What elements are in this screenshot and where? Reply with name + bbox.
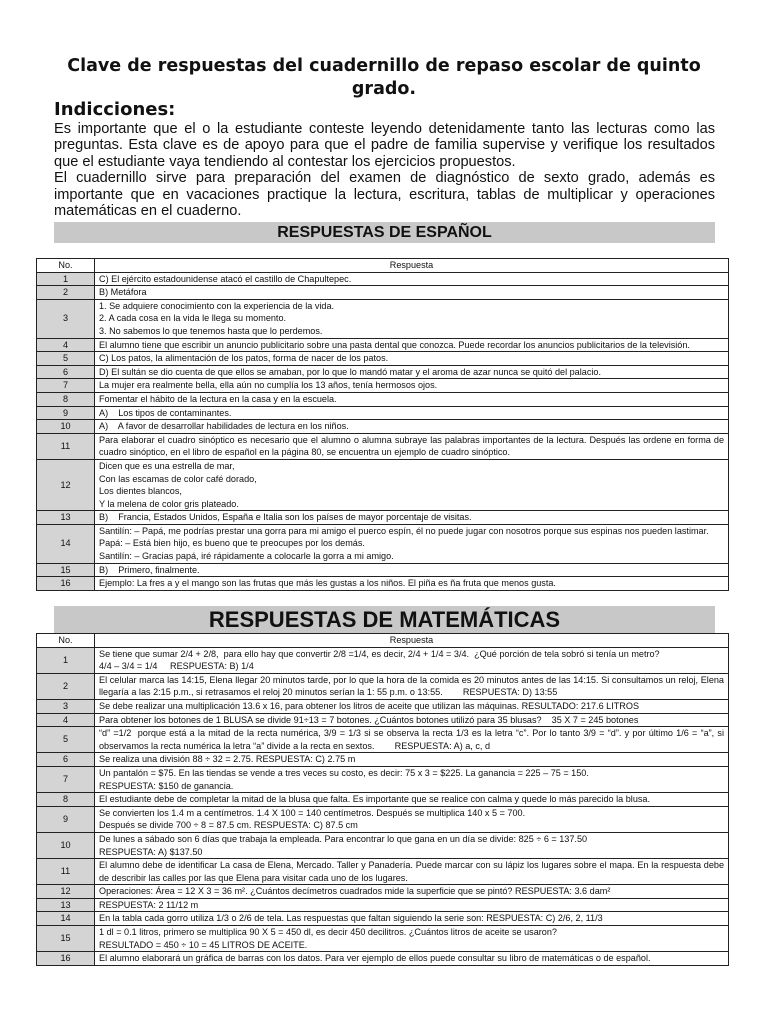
answer-line: RESPUESTA: $150 de ganancia. xyxy=(99,780,234,791)
table-row xyxy=(37,511,729,525)
row-answer xyxy=(95,832,729,858)
row-number: 11 xyxy=(37,859,95,885)
answer-line: Se convierten los 1.4 m a centímetros. 1.4 X 100 = 140 centímetros. Después se multiplica 140 x 5 = 700. xyxy=(99,807,526,818)
answer-line: Se realiza una división 88 ÷ 32 = 2.75. RESPUESTA: C) 2.75 m xyxy=(99,754,356,765)
answer-line: Después se divide 700 ÷ 8 = 87.5 cm. RESPUESTA: C) 87.5 cm xyxy=(99,820,358,831)
row-answer xyxy=(95,577,729,591)
instructions-heading: Indicciones: xyxy=(54,99,176,120)
row-number: 5 xyxy=(37,727,95,753)
row-answer xyxy=(95,379,729,393)
row-number: 8 xyxy=(37,793,95,807)
table-row xyxy=(37,286,729,300)
table-row xyxy=(37,338,729,352)
row-answer xyxy=(95,859,729,885)
row-number: 1 xyxy=(37,647,95,673)
row-answer xyxy=(95,647,729,673)
table-row xyxy=(37,952,729,966)
row-answer xyxy=(95,392,729,406)
instructions-text xyxy=(54,121,715,219)
instructions-paragraph: Es importante que el o la estudiante conteste leyendo detenidamente tanto las lecturas como las preguntas. Esta clave es de apoyo para que el padre de familia supervise y verifique los resultados que el estudiante vaya tendiendo al contestar los ejercicios propuestos. xyxy=(54,121,715,170)
answer-line: RESPUESTA: 2 11/12 m xyxy=(99,899,199,910)
row-number: 12 xyxy=(37,459,95,510)
answer-line: El alumno elaborará un gráfica de barras con los datos. Para ver ejemplo de ellos puede consultar su libro de matemáticas o de español. xyxy=(99,953,651,964)
math-section-heading: RESPUESTAS DE MATEMÁTICAS xyxy=(54,606,715,633)
table-row xyxy=(37,433,729,459)
row-answer xyxy=(95,699,729,713)
answer-line: C) Los patos, la alimentación de los patos, forma de nacer de los patos. xyxy=(99,353,389,364)
table-row xyxy=(37,699,729,713)
row-answer xyxy=(95,459,729,510)
answer-line: De lunes a sábado son 6 días que trabaja la empleada. Para encontrar lo que gana en un día se divide: 825 ÷ 6 = 137.50 xyxy=(99,833,588,844)
row-number: 6 xyxy=(37,753,95,767)
table-row xyxy=(37,647,729,673)
row-answer xyxy=(95,926,729,952)
row-number: 7 xyxy=(37,379,95,393)
answer-line: 3. No sabemos lo que tenemos hasta que lo perdemos. xyxy=(99,325,323,336)
answer-line: Fomentar el hábito de la lectura en la casa y en la escuela. xyxy=(99,393,337,404)
table-row xyxy=(37,806,729,832)
instructions-paragraph: El cuadernillo sirve para preparación del examen de diagnóstico de sexto grado, además es importante que en vacaciones practique la lectura, escritura, tablas de multiplicar y operaciones matemáticas en el cuaderno. xyxy=(54,170,715,220)
row-answer xyxy=(95,365,729,379)
column-header-answer: Respuesta xyxy=(95,634,729,648)
row-answer xyxy=(95,766,729,792)
row-number: 16 xyxy=(37,577,95,591)
row-answer xyxy=(95,713,729,727)
table-row xyxy=(37,272,729,286)
row-number: 13 xyxy=(37,898,95,912)
row-answer xyxy=(95,793,729,807)
answer-line: A) Los tipos de contaminantes. xyxy=(99,407,232,418)
answer-line: 1. Se adquiere conocimiento con la experiencia de la vida. xyxy=(99,300,335,311)
row-answer xyxy=(95,272,729,286)
row-number: 12 xyxy=(37,885,95,899)
row-number: 7 xyxy=(37,766,95,792)
row-answer xyxy=(95,406,729,420)
row-answer xyxy=(95,286,729,300)
answer-line: El alumno debe de identificar La casa de Elena, Mercado. Taller y Panadería. Puede marcar con su lápiz los lugares sobre el mapa. En la respuesta debe de describir las calles por las que Elena para visitar cada uno de los lugares. xyxy=(99,860,727,883)
row-answer xyxy=(95,338,729,352)
answer-line: El estudiante debe de completar la mitad de la blusa que falta. Es importante que se realice con calma y quede lo más parecido la blusa. xyxy=(99,794,651,805)
row-number: 10 xyxy=(37,420,95,434)
answer-line: Santilín: – Gracias papá, iré rápidamente a colocarle la gorra a mi amigo. xyxy=(99,551,394,562)
row-number: 2 xyxy=(37,286,95,300)
table-row xyxy=(37,365,729,379)
answer-line: Papá: – Está bien hijo, es bueno que te preocupes por los demás. xyxy=(99,538,365,549)
answer-line: Los dientes blancos, xyxy=(99,486,182,497)
row-answer xyxy=(95,511,729,525)
answer-line: 1 dl = 0.1 litros, primero se multiplica 90 X 5 = 450 dl, es decir 450 decilitros. ¿Cuántos litros de aceite se usaron? xyxy=(99,927,557,938)
row-number: 4 xyxy=(37,713,95,727)
answer-line: Se debe realizar una multiplicación 13.6 x 16, para obtener los litros de aceite que utilizan las máquinas. RESULTADO: 217.6 LITROS xyxy=(99,700,640,711)
row-number: 3 xyxy=(37,299,95,338)
row-number: 11 xyxy=(37,433,95,459)
answer-line: 4/4 – 3/4 = 1/4 RESPUESTA: B) 1/4 xyxy=(99,661,254,672)
row-number: 9 xyxy=(37,406,95,420)
answer-line: La mujer era realmente bella, ella aún no cumplía los 13 años, tenía hermosos ojos. xyxy=(99,380,438,391)
table-row xyxy=(37,727,729,753)
table-row xyxy=(37,563,729,577)
table-header-row xyxy=(37,634,729,648)
row-answer xyxy=(95,912,729,926)
spanish-answers-table xyxy=(36,258,729,591)
table-row xyxy=(37,753,729,767)
row-number: 15 xyxy=(37,926,95,952)
column-header-no: No. xyxy=(37,259,95,273)
row-answer xyxy=(95,352,729,366)
answer-line: Operaciones: Área = 12 X 3 = 36 m². ¿Cuántos decímetros cuadrados mide la superficie que se pintó? RESPUESTA: 3.6 dam² xyxy=(99,886,611,897)
table-row xyxy=(37,766,729,792)
row-number: 15 xyxy=(37,563,95,577)
table-row xyxy=(37,912,729,926)
row-number: 14 xyxy=(37,912,95,926)
row-answer xyxy=(95,806,729,832)
row-number: 4 xyxy=(37,338,95,352)
table-row xyxy=(37,832,729,858)
document-title: Clave de respuestas del cuadernillo de repaso escolar de quinto grado. xyxy=(67,56,701,99)
answer-line: El celular marca las 14:15, Elena llegar 20 minutos tarde, por lo que la hora de la comida es 20 minutos antes de las 14:15. Si consultamos un reloj, Elena llegaría a las 2:15 p.m., si retrasamos el reloj 20 minutos serían la 1: 55 p.m. o 13:55. RESPUESTA: D) 13:55 xyxy=(99,674,727,698)
row-answer xyxy=(95,524,729,563)
column-header-answer: Respuesta xyxy=(95,259,729,273)
row-answer xyxy=(95,898,729,912)
row-number: 9 xyxy=(37,806,95,832)
row-number: 6 xyxy=(37,365,95,379)
answer-line: Se tiene que sumar 2/4 + 2/8, para ello hay que convertir 2/8 =1/4, es decir, 2/4 + 1/4 = 3/4. ¿Qué porción de tela sobró si tenía un metro? xyxy=(99,648,660,659)
row-number: 13 xyxy=(37,511,95,525)
table-header-row xyxy=(37,259,729,273)
answer-line: A) A favor de desarrollar habilidades de lectura en los niños. xyxy=(99,421,349,432)
answer-line: “d” =1/2 porque está a la mitad de la recta numérica, 3/9 = 1/3 si se observa la recta 1/3 es la letra “c”. Por lo tanto 3/9 = “d”. y por último 1/6 = “a”, si observamos la recta numérica la letra “a” divide a la recta en sextos. RESPUESTA: A) a, c, d xyxy=(99,728,727,751)
row-answer xyxy=(95,673,729,699)
answer-line: B) Francia, Estados Unidos, España e Italia son los países de mayor porcentaje de visitas. xyxy=(99,512,472,523)
answer-line: 2. A cada cosa en la vida le llega su momento. xyxy=(99,313,287,324)
table-row xyxy=(37,673,729,699)
answer-line: Para elaborar el cuadro sinóptico es necesario que el alumno o alumna subraye las palabras importantes de la lectura. Después las ordene en forma de cuadro sinóptico, en el libro de español en la página 80, se encuentra un ejemplo de cuadro sinóptico. xyxy=(99,434,727,458)
table-row xyxy=(37,299,729,338)
table-row xyxy=(37,352,729,366)
answer-line: B) Primero, finalmente. xyxy=(99,564,200,575)
answer-line: C) El ejército estadounidense atacó el castillo de Chapultepec. xyxy=(99,273,352,284)
answer-line: En la tabla cada gorro utiliza 1/3 o 2/6 de tela. Las respuestas que faltan siguiendo la serie son: RESPUESTA: C) 2/6, 2, 11/3 xyxy=(99,913,603,924)
spanish-section-heading: RESPUESTAS DE ESPAÑOL xyxy=(54,222,715,243)
table-row xyxy=(37,392,729,406)
table-row xyxy=(37,885,729,899)
answer-line: Dicen que es una estrella de mar, xyxy=(99,460,235,471)
answer-line: Ejemplo: La fres a y el mango son las frutas que más les gustas a los niños. El piña es ña fruta que menos gusta. xyxy=(99,578,556,589)
row-answer xyxy=(95,420,729,434)
row-answer xyxy=(95,885,729,899)
row-number: 10 xyxy=(37,832,95,858)
row-number: 1 xyxy=(37,272,95,286)
answer-line: Santilín: – Papá, me podrías prestar una gorra para mi amigo el puerco espín, él no puede jugar con nosotros porque sus espinas nos pueden lastimar. xyxy=(99,525,709,536)
column-header-no: No. xyxy=(37,634,95,648)
row-answer xyxy=(95,952,729,966)
row-answer xyxy=(95,299,729,338)
row-number: 14 xyxy=(37,524,95,563)
table-row xyxy=(37,459,729,510)
answer-line: RESULTADO = 450 ÷ 10 = 45 LITROS DE ACEITE. xyxy=(99,939,308,950)
row-number: 5 xyxy=(37,352,95,366)
table-row xyxy=(37,420,729,434)
math-answers-table xyxy=(36,633,729,966)
table-row xyxy=(37,406,729,420)
table-row xyxy=(37,524,729,563)
answer-line: Con las escamas de color café dorado, xyxy=(99,473,257,484)
row-answer xyxy=(95,753,729,767)
row-answer xyxy=(95,727,729,753)
table-row xyxy=(37,859,729,885)
row-number: 2 xyxy=(37,673,95,699)
answer-line: El alumno tiene que escribir un anuncio publicitario sobre una pasta dental que conozca. Puede recordar los anuncios publicitarios de la televisión. xyxy=(99,339,690,350)
answer-line: Y la melena de color gris plateado. xyxy=(99,498,239,509)
row-answer xyxy=(95,563,729,577)
answer-line: Para obtener los botones de 1 BLUSA se divide 91÷13 = 7 botones. ¿Cuántos botones utilizó para 35 blusas? 35 X 7 = 245 botones xyxy=(99,714,639,725)
answer-line: RESPUESTA: A) $137.50 xyxy=(99,846,203,857)
row-answer xyxy=(95,433,729,459)
row-number: 16 xyxy=(37,952,95,966)
table-row xyxy=(37,379,729,393)
row-number: 3 xyxy=(37,699,95,713)
table-row xyxy=(37,926,729,952)
table-row xyxy=(37,713,729,727)
row-number: 8 xyxy=(37,392,95,406)
table-row xyxy=(37,898,729,912)
table-row xyxy=(37,577,729,591)
answer-line: D) El sultán se dio cuenta de que ellos se amaban, por lo que lo mandó matar y el aroma de azar nunca se quitó del palacio. xyxy=(99,366,601,377)
answer-line: Un pantalón = $75. En las tiendas se vende a tres veces su costo, es decir: 75 x 3 = $225. La ganancia = 225 – 75 = 150. xyxy=(99,767,589,778)
table-row xyxy=(37,793,729,807)
answer-line: B) Metáfora xyxy=(99,287,147,298)
